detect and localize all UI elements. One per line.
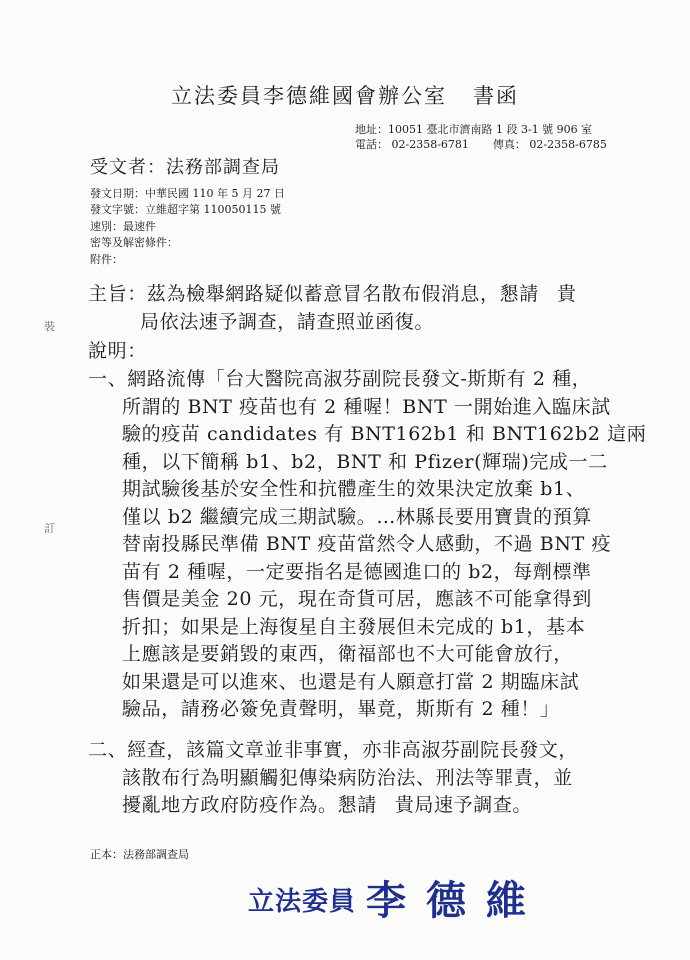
issue-date: 發文日期：中華民國 110 年 5 月 27 日 [90, 187, 285, 200]
explanation-item-1 [88, 366, 646, 724]
item1-line: 僅以 b2 繼續完成三期試驗。…林縣長要用寶貴的預算 [122, 505, 592, 528]
item1-line: 售價是美金 20 元，現在奇貨可居，應該不可能拿得到 [122, 588, 592, 610]
stamp-title: 立法委員 [248, 887, 357, 917]
binding-mark-top: 裝 [44, 320, 55, 333]
contact-block [355, 122, 607, 152]
subject-line-1: 主旨：茲為檢舉網路疑似蓄意冒名散布假消息，懇請 貴 [88, 283, 577, 305]
copy-to-line: 正本：法務部調查局 [90, 848, 189, 861]
subject-line-2: 局依法速予調查，請查照並函復。 [140, 310, 435, 333]
item2-line-3: 擾亂地方政府防疫作為。懇請 貴局速予調查。 [122, 794, 533, 816]
item1-line: 如果還是可以進來、也還是有人願意打當 2 期臨床試 [122, 670, 580, 693]
item1-line: 種，以下簡稱 b1、b2，BNT 和 Pfizer(輝瑞)完成一二 [122, 450, 608, 473]
urgency: 速別：最速件 [90, 219, 156, 233]
stamp-name: 李德維 [366, 877, 547, 924]
item1-line: 替南投縣民準備 BNT 疫苗當然令人感動，不過 BNT 疫 [122, 533, 612, 555]
official-seal-stamp [248, 869, 546, 926]
item1-line: 驗的疫苗 candidates 有 BNT162b1 和 BNT162b2 這兩 [122, 423, 647, 445]
recipient-line: 受文者：法務部調查局 [90, 157, 280, 178]
binding-mark-bottom: 訂 [44, 522, 55, 535]
attachments: 附件： [90, 252, 123, 266]
fax-number: 傳真： 02-2358-6785 [492, 138, 607, 151]
document-number: 發文字號：立維超字第 110050115 號 [90, 203, 281, 217]
address-line: 地址：10051 臺北市濟南路 1 段 3-1 號 906 室 [355, 123, 593, 136]
item1-line: 驗品，請務必簽免責聲明，畢竟，斯斯有 2 種！」 [122, 698, 560, 720]
explanation-item-2 [88, 737, 578, 820]
item1-line: 期試驗後基於安全性和抗體產生的效果決定放棄 b1、 [122, 478, 586, 500]
letter-type: 書函 [473, 84, 519, 108]
item1-line: 折扣；如果是上海復星自主發展但未完成的 b1，基本 [122, 615, 586, 638]
item2-line-2: 該散布行為明顯觸犯傳染病防治法、刑法等罪責，並 [122, 766, 573, 789]
item1-line: 苗有 2 種喔，一定要指名是德國進口的 b2，每劑標準 [122, 560, 592, 583]
phone-fax-line [355, 137, 607, 152]
item2-line-1: 二、經查，該篇文章並非事實，亦非高淑芬副院長發文， [88, 739, 579, 761]
document-meta [90, 186, 285, 268]
item1-line: 上應該是要銷毀的東西，衛福部也不大可能會放行， [122, 643, 573, 665]
letter-title [0, 80, 690, 110]
explanation-label: 說明： [88, 340, 147, 362]
item1-line: 一、網路流傳「台大醫院高淑芬副院長發文-斯斯有 2 種， [88, 368, 592, 390]
phone-number: 電話： 02-2358-6781 [355, 138, 469, 151]
item1-line: 所謂的 BNT 疫苗也有 2 種喔！BNT 一開始進入臨床試 [122, 395, 611, 418]
secrecy-level: 密等及解密條件： [90, 236, 178, 250]
subject-section [88, 281, 576, 336]
office-name: 立法委員李德維國會辦公室 [171, 84, 447, 108]
